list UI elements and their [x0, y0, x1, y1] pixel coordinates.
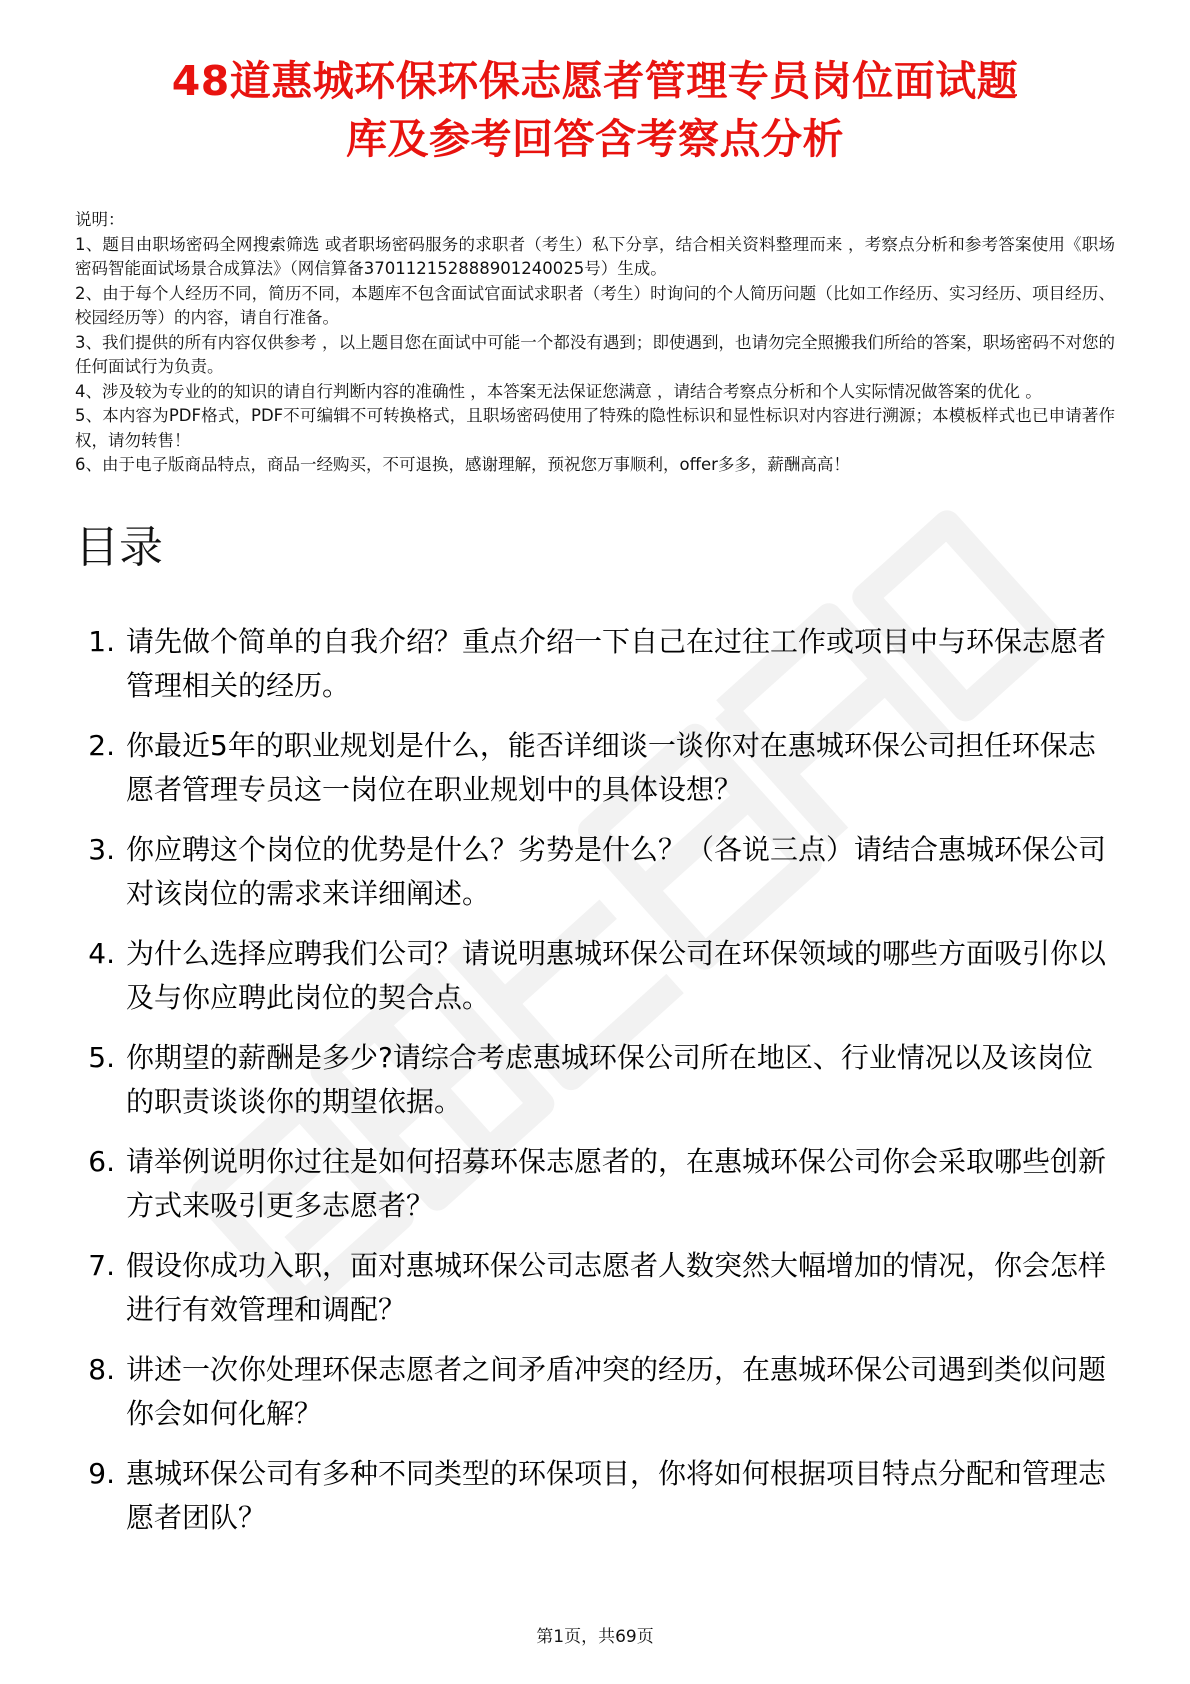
toc-item[interactable] — [75, 724, 1115, 812]
note-item: 5、本内容为PDF格式，PDF不可编辑不可转换格式，且职场密码使用了特殊的隐性标识和显性标识对内容进行溯源；本模板样式也已申请著作权，请勿转售！ — [75, 406, 1115, 450]
title-line-1: 48道惠城环保环保志愿者管理专员岗位面试题 — [171, 57, 1019, 105]
toc-item[interactable] — [75, 1348, 1115, 1436]
toc-item[interactable] — [75, 620, 1115, 708]
toc-item-number: 2. — [88, 728, 115, 762]
toc-item-number: 9. — [88, 1456, 115, 1490]
toc-heading: 目录 — [75, 521, 163, 573]
toc-item-text: 你期望的薪酬是多少?请综合考虑惠城环保公司所在地区、行业情况以及该岗位的职责谈谈你的期望依据。 — [126, 1040, 1093, 1118]
page-number: 第1页，共69页 — [536, 1627, 654, 1647]
title-line-2: 库及参考回答含考察点分析 — [346, 115, 844, 163]
toc-item-text: 你应聘这个岗位的优势是什么？劣势是什么？（各说三点）请结合惠城环保公司对该岗位的需求来详细阐述。 — [126, 832, 1107, 910]
toc-item[interactable] — [75, 1036, 1115, 1124]
notes-section — [75, 208, 1115, 478]
notes-label: 说明： — [75, 210, 125, 229]
toc-item-number: 8. — [88, 1352, 115, 1386]
toc-item-text: 请先做个简单的自我介绍？重点介绍一下自己在过往工作或项目中与环保志愿者管理相关的经历。 — [126, 624, 1107, 702]
toc-item-text: 你最近5年的职业规划是什么，能否详细谈一谈你对在惠城环保公司担任环保志愿者管理专员这一岗位在职业规划中的具体设想？ — [126, 728, 1096, 806]
document-title — [75, 0, 1115, 168]
toc-item-text: 惠城环保公司有多种不同类型的环保项目，你将如何根据项目特点分配和管理志愿者团队？ — [126, 1456, 1107, 1534]
toc-item[interactable] — [75, 828, 1115, 916]
toc-item-text: 请举例说明你过往是如何招募环保志愿者的，在惠城环保公司你会采取哪些创新方式来吸引更多志愿者？ — [126, 1144, 1107, 1222]
toc-item-number: 6. — [88, 1144, 115, 1178]
note-item: 2、由于每个人经历不同，简历不同，本题库不包含面试官面试求职者（考生）时询问的个人简历问题（比如工作经历、实习经历、项目经历、校园经历等）的内容，请自行准备。 — [75, 283, 1115, 327]
toc-item-number: 5. — [88, 1040, 115, 1074]
toc-item[interactable] — [75, 932, 1115, 1020]
toc-list — [75, 620, 1115, 1540]
toc-item-text: 讲述一次你处理环保志愿者之间矛盾冲突的经历，在惠城环保公司遇到类似问题你会如何化解？ — [126, 1352, 1107, 1430]
toc-item-number: 7. — [88, 1248, 115, 1282]
toc-item-text: 为什么选择应聘我们公司？请说明惠城环保公司在环保领域的哪些方面吸引你以及与你应聘此岗位的契合点。 — [126, 936, 1107, 1014]
note-item: 6、由于电子版商品特点，商品一经购买，不可退换，感谢理解，预祝您万事顺利，offer多多，薪酬高高！ — [75, 455, 850, 474]
toc-item[interactable] — [75, 1140, 1115, 1228]
note-item: 3、我们提供的所有内容仅供参考 ，以上题目您在面试中可能一个都没有遇到；即使遇到，也请勿完全照搬我们所给的答案，职场密码不对您的任何面试行为负责。 — [75, 332, 1115, 376]
note-item: 1、题目由职场密码全网搜索筛选 或者职场密码服务的求职者（考生）私下分享，结合相关资料整理而来 ，考察点分析和参考答案使用《职场密码智能面试场景合成算法》（网信算备370112152888901240025号）生成。 — [75, 234, 1115, 278]
toc-item[interactable] — [75, 1244, 1115, 1332]
toc-item-text: 假设你成功入职，面对惠城环保公司志愿者人数突然大幅增加的情况，你会怎样进行有效管理和调配？ — [126, 1248, 1107, 1326]
note-item: 4、涉及较为专业的的知识的请自行判断内容的准确性 ，本答案无法保证您满意 ，请结合考察点分析和个人实际情况做答案的优化 。 — [75, 381, 1042, 401]
toc-item-number: 3. — [88, 832, 115, 866]
toc-item-number: 4. — [88, 936, 115, 970]
toc-item-number: 1. — [88, 624, 115, 658]
toc-item[interactable] — [75, 1452, 1115, 1540]
